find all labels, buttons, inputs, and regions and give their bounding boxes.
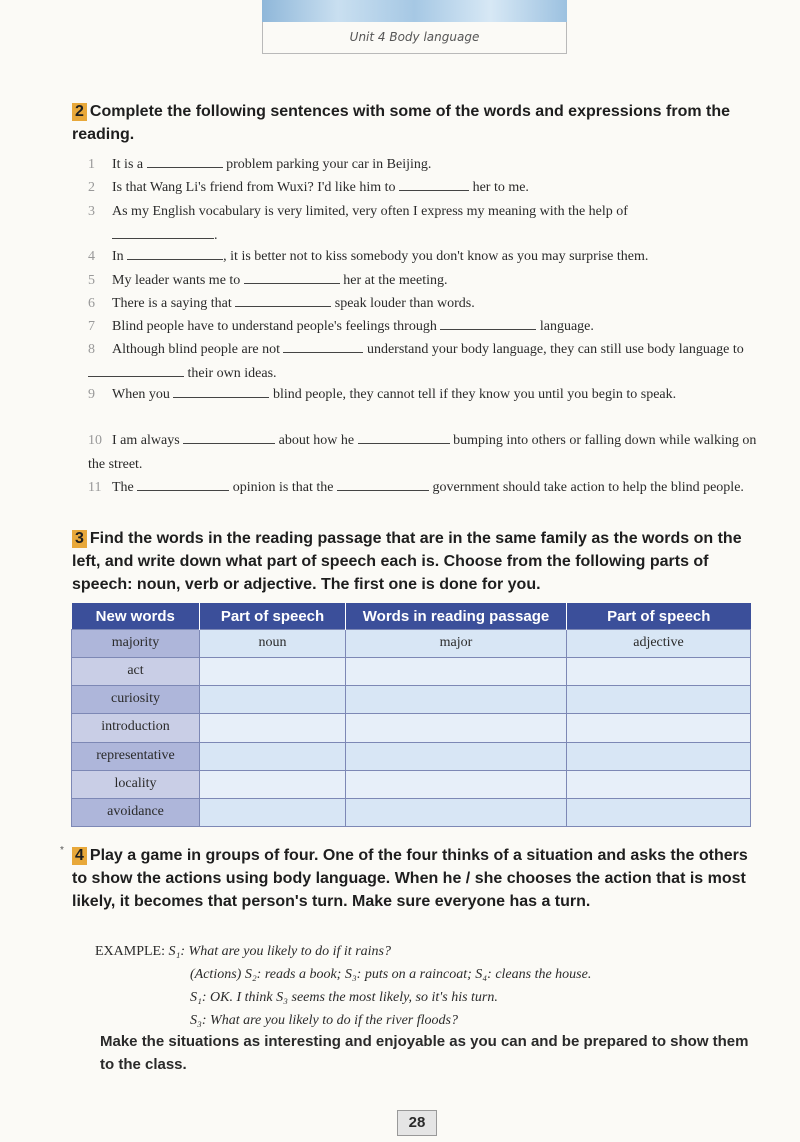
answer-cell[interactable] — [346, 714, 567, 742]
closing-instruction: Make the situations as interesting and enjoyable as you can and be prepared to show them to the class. — [100, 1033, 749, 1073]
exercise-item-1: 1 It is a problem parking your car in Beijing. — [88, 157, 432, 172]
answer-blank[interactable] — [88, 364, 184, 377]
answer-blank[interactable] — [358, 431, 450, 444]
exercise-item-9: 9 When you blind people, they cannot tell if they know you until you begin to speak. — [88, 387, 677, 402]
example-line-3: S₁: OK. I think S₃ seems the most likely, so it's his turn. — [190, 990, 498, 1005]
answer-cell[interactable] — [200, 714, 346, 742]
answer-blank[interactable] — [183, 431, 275, 444]
answer-blank[interactable] — [147, 155, 223, 168]
answer-cell[interactable] — [567, 798, 751, 826]
exercise-item-8: 8 Although blind people are not understand your body language, they can still use body language to their own ideas. — [88, 342, 744, 381]
answer-blank[interactable] — [399, 178, 469, 191]
new-word-cell: curiosity — [72, 686, 200, 714]
exercise-item-2: 2 Is that Wang Li's friend from Wuxi? I'd like him to her to me. — [88, 180, 529, 195]
word-family-table — [71, 603, 751, 827]
example-line-2: (Actions) S₂: reads a book; S₃: puts on a raincoat; S₄: cleans the house. — [190, 967, 592, 982]
answer-cell[interactable] — [567, 658, 751, 686]
header-decoration — [262, 0, 567, 22]
new-word-cell: representative — [72, 742, 200, 770]
answer-cell[interactable] — [346, 798, 567, 826]
table-row — [72, 770, 751, 798]
exercise-item-10: 10 I am always about how he bumping into others or falling down while walking on the street. — [88, 433, 757, 472]
table-row — [72, 742, 751, 770]
column-header: New words — [72, 603, 200, 630]
table-row — [72, 714, 751, 742]
unit-title: Unit 4 Body language — [262, 22, 567, 54]
answer-blank[interactable] — [235, 294, 331, 307]
answer-blank[interactable] — [127, 247, 223, 260]
section-2-number: 2 — [72, 103, 87, 121]
column-header: Words in reading passage — [346, 603, 567, 630]
answer-blank[interactable] — [112, 226, 214, 239]
answer-cell: major — [346, 630, 567, 658]
page-number: 28 — [397, 1110, 437, 1136]
table-row — [72, 658, 751, 686]
table-row — [72, 630, 751, 658]
answer-blank[interactable] — [137, 478, 229, 491]
section-3-heading — [72, 527, 762, 596]
new-word-cell: locality — [72, 770, 200, 798]
answer-cell: adjective — [567, 630, 751, 658]
exercise-item-7: 7 Blind people have to understand people's feelings through language. — [88, 319, 594, 334]
exercise-item-3: 3 As my English vocabulary is very limited, very often I express my meaning with the help of . — [88, 204, 628, 243]
example-line-1: EXAMPLE: S₁: What are you likely to do if it rains? — [95, 944, 391, 959]
section-3-instruction: Find the words in the reading passage that are in the same family as the words on the left, and write down what part of speech each is. Choose from the following parts of speech: noun, verb or adjective. The first one is done for you. — [72, 530, 742, 593]
section-4-heading — [72, 844, 762, 913]
answer-cell[interactable] — [200, 686, 346, 714]
answer-cell[interactable] — [567, 742, 751, 770]
example-line-4: S₃: What are you likely to do if the river floods? — [190, 1013, 458, 1028]
new-word-cell: majority — [72, 630, 200, 658]
exercise-item-4: 4 In , it is better not to kiss somebody you don't know as you may surprise them. — [88, 249, 649, 264]
exercise-item-5: 5 My leader wants me to her at the meeting. — [88, 273, 448, 288]
answer-cell[interactable] — [200, 658, 346, 686]
answer-blank[interactable] — [244, 271, 340, 284]
section-4-instruction: Play a game in groups of four. One of the four thinks of a situation and asks the others to show the actions using body language. When he / she chooses the action that is most likely, it becomes that person's turn. Make sure everyone has a turn. — [72, 847, 748, 910]
answer-cell[interactable] — [346, 742, 567, 770]
answer-cell[interactable] — [346, 658, 567, 686]
optional-star-icon: * — [60, 845, 64, 856]
answer-cell[interactable] — [346, 770, 567, 798]
new-word-cell: act — [72, 658, 200, 686]
exercise-item-11: 11 The opinion is that the government should take action to help the blind people. — [88, 480, 744, 495]
answer-blank[interactable] — [173, 385, 269, 398]
column-header: Part of speech — [200, 603, 346, 630]
answer-cell[interactable] — [567, 770, 751, 798]
section-2-heading — [72, 100, 762, 146]
answer-blank[interactable] — [283, 340, 363, 353]
answer-cell[interactable] — [567, 714, 751, 742]
answer-blank[interactable] — [337, 478, 429, 491]
column-header: Part of speech — [567, 603, 751, 630]
example-label: EXAMPLE: — [95, 944, 165, 959]
table-row — [72, 798, 751, 826]
section-4-number: 4 — [72, 847, 87, 865]
exercise-item-6: 6 There is a saying that speak louder than words. — [88, 296, 475, 311]
answer-cell[interactable] — [200, 742, 346, 770]
section-3-number: 3 — [72, 530, 87, 548]
answer-blank[interactable] — [440, 317, 536, 330]
section-2-instruction: Complete the following sentences with some of the words and expressions from the reading. — [72, 103, 731, 143]
new-word-cell: avoidance — [72, 798, 200, 826]
answer-cell[interactable] — [200, 770, 346, 798]
new-word-cell: introduction — [72, 714, 200, 742]
answer-cell[interactable] — [567, 686, 751, 714]
table-row — [72, 686, 751, 714]
table-header-row — [72, 603, 751, 630]
answer-cell[interactable] — [200, 798, 346, 826]
answer-cell: noun — [200, 630, 346, 658]
answer-cell[interactable] — [346, 686, 567, 714]
